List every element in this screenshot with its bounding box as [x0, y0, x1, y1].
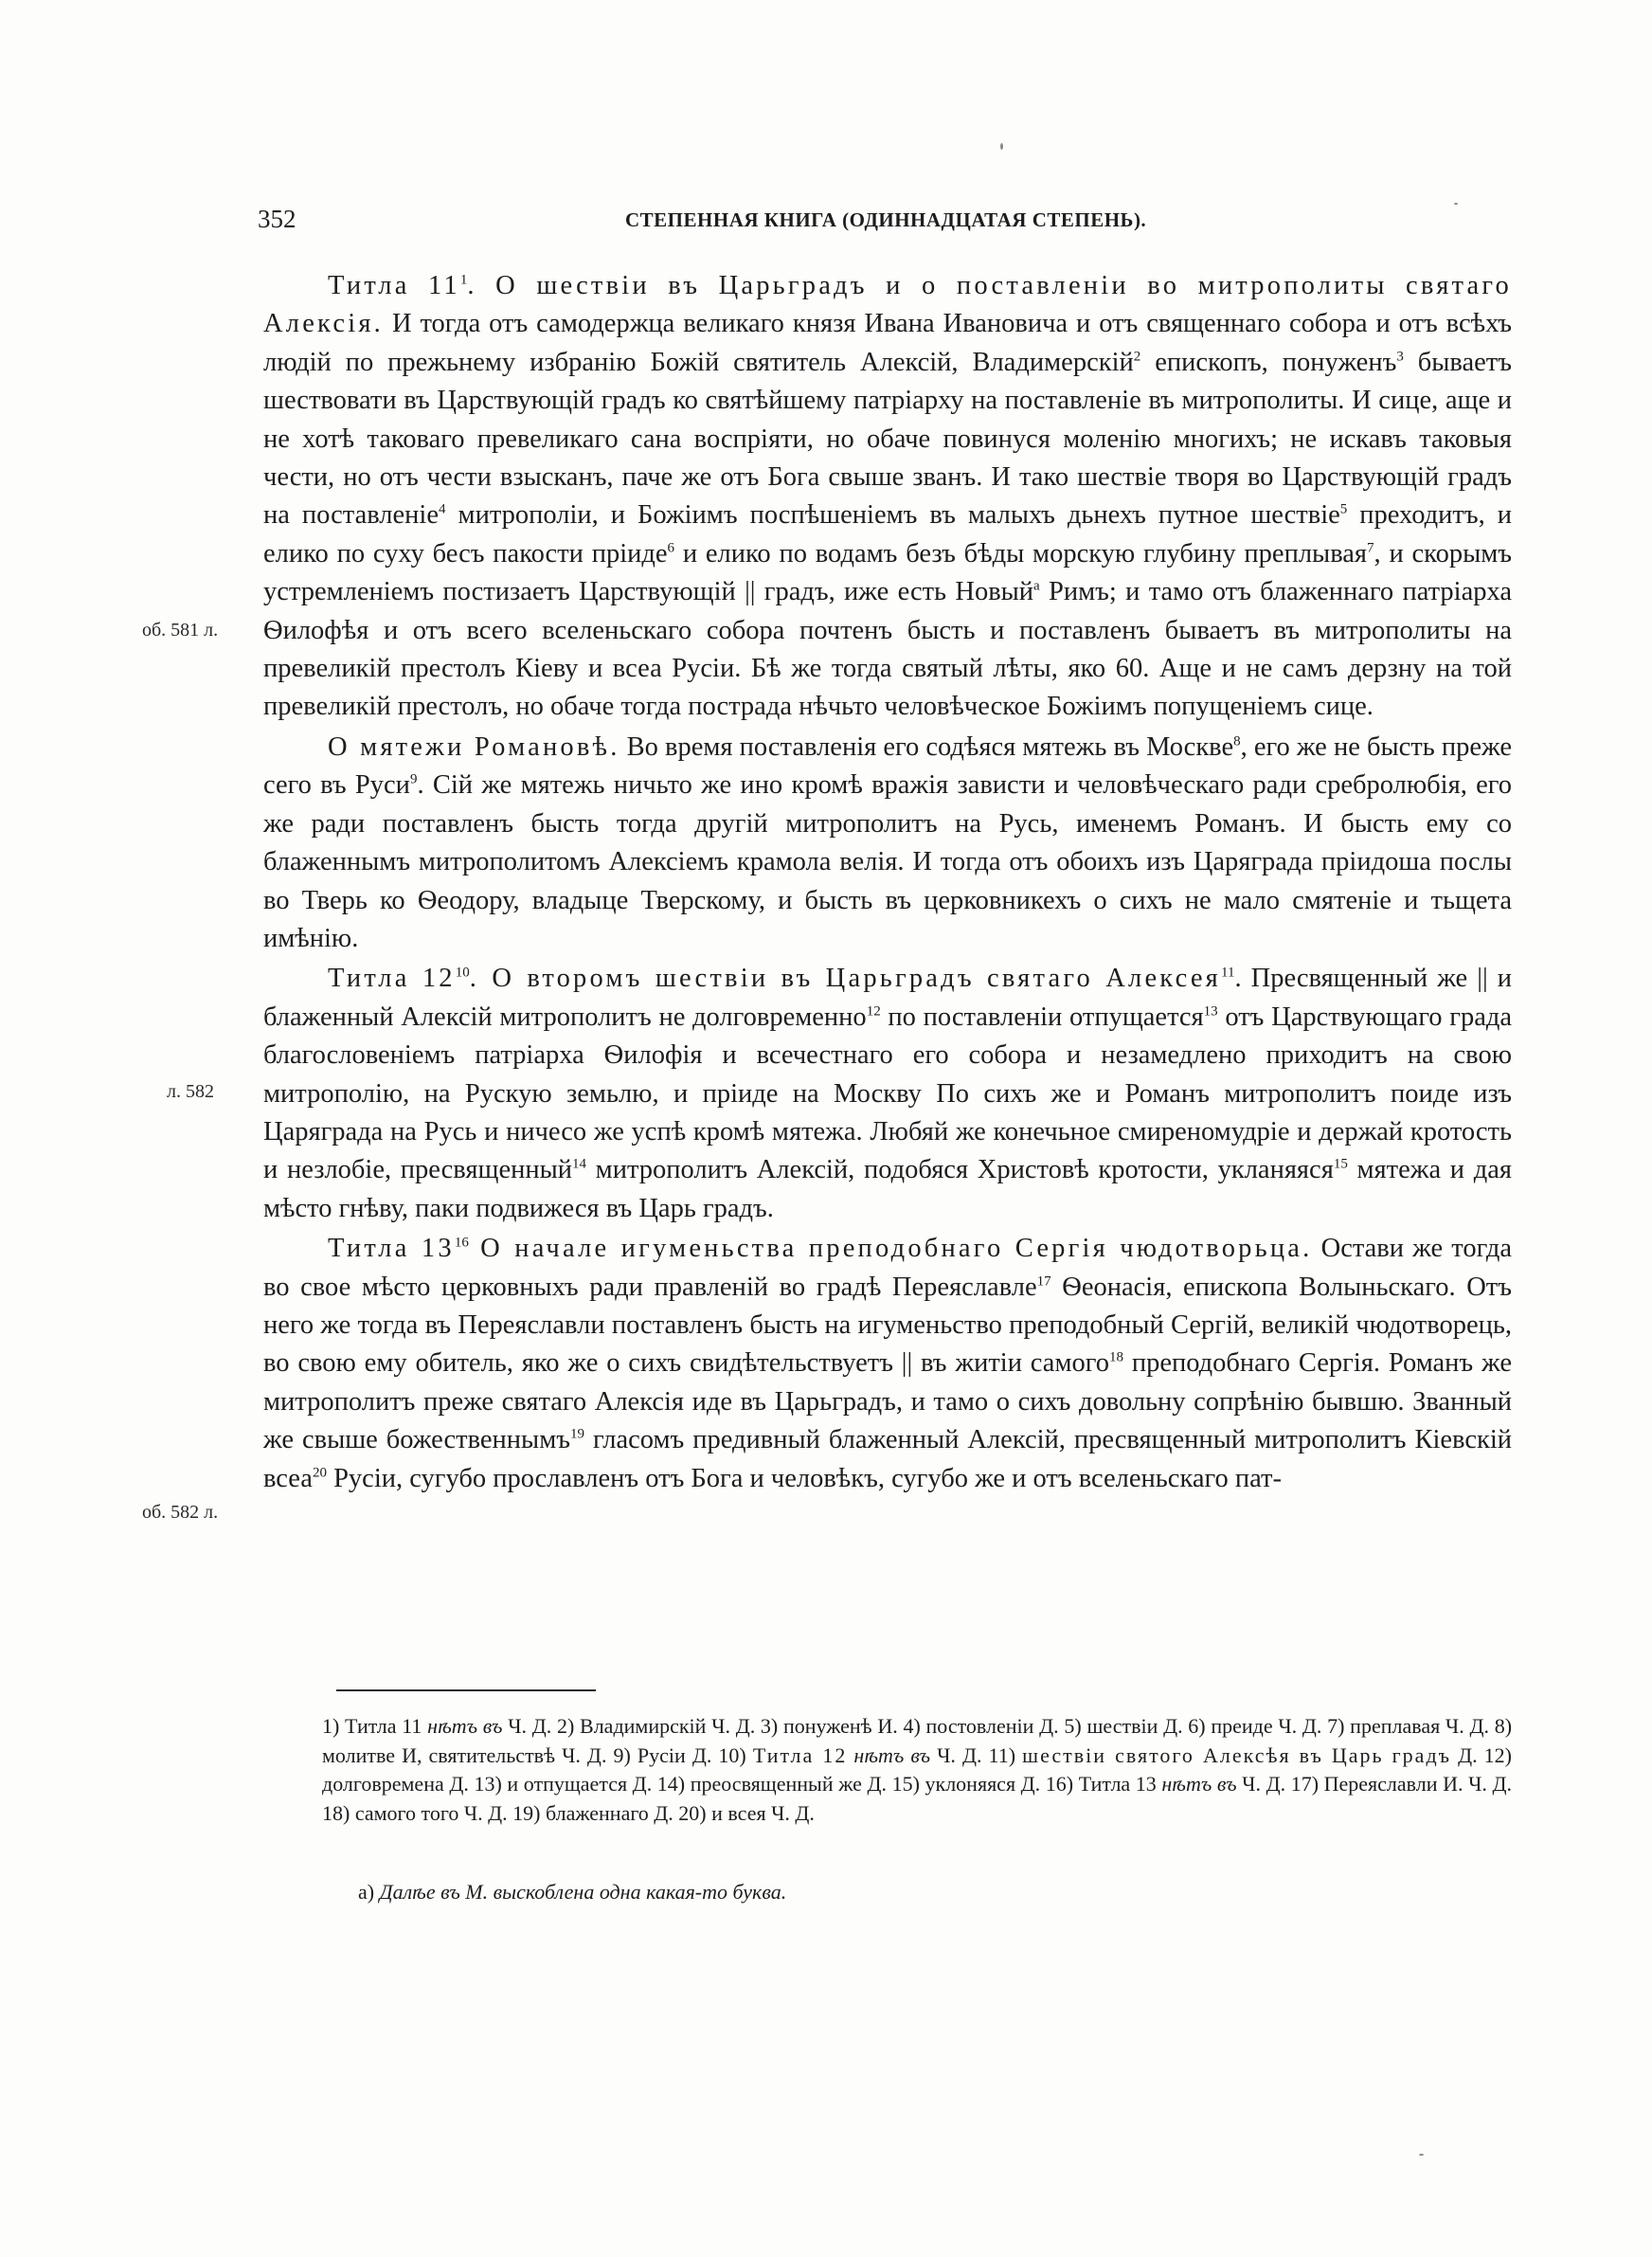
footnote-spaced: Титла 12	[752, 1742, 848, 1767]
apparatus-label: а)	[358, 1880, 380, 1904]
footnote-ref: 1	[459, 272, 468, 288]
text-run: Римъ; и тамо отъ блаженнаго патрiарха Ѳилофѣя и отъ всего вселеньскаго собора почтенъ бысть и поставленъ бываетъ въ митрополиты на превеликiй престолъ Кiеву и всеа Русiи. Бѣ же тогда святый лѣты, яко 60. Аще и не самъ дерзну на той превеликiй престолъ, но обаче тогда пострада нѣчьто человѣческое Божiимъ попущенiемъ сице.	[263, 577, 1512, 722]
text-run: мятежа и дая мѣсто гнѣву, паки подвижеся въ Царь градъ.	[263, 1155, 1512, 1223]
apparatus-note	[358, 1880, 786, 1905]
footnote-ref: 2	[1133, 349, 1141, 365]
chapter-title: О начале игуменьства преподобнаго Сергiя чюдотворьца.	[468, 1234, 1313, 1264]
footnote-ref: 17	[1036, 1273, 1051, 1290]
text-run: Остави же тогда во свое мѣсто церковныхъ ради правленiй во градѣ Переяславле	[263, 1234, 1512, 1302]
footnote-ref: 3	[1396, 349, 1404, 365]
text-run: и елико по водамъ безъ бѣды морскую глубину преплывая	[674, 538, 1368, 569]
chapter-title: . О второмъ шествiи въ Царьградъ святаго Алексея	[469, 964, 1221, 994]
footnote-ref: 5	[1339, 501, 1348, 517]
text-run: . Пресвященный же || и блаженный Алексiй митрополитъ не долговременно	[263, 964, 1512, 1032]
scan-speck	[1000, 143, 1003, 150]
text-run: по поставленiи отпущается	[880, 1002, 1204, 1032]
text-run: . Сiй же мятежь ничьто же ино кромѣ вражiя зависти и человѣческаго ради сребролюбiя, его же ради поставленъ бысть тогда другiй митрополитъ на Русь, именемъ Романъ. И бысть ему со блаженнымъ митрополитомъ Алексiемъ крамола велiя. И тогда отъ обоихъ изъ Царяграда прiидоша послы во Тверь ко Ѳеодору, владыце Тверскому, и бысть въ церковникехъ о сихъ не мало смятенiе и тьщета имѣнiю.	[263, 770, 1512, 953]
text-run: митрополiи, и Божiимъ поспѣшенiемъ въ малыхъ дьнехъ путное шествiе	[445, 500, 1340, 531]
running-head: СТЕПЕННАЯ КНИГА (ОДИННАДЦАТАЯ СТЕПЕНЬ).	[625, 208, 1147, 231]
text-run: Русiи, сугубо прославленъ отъ Бога и человѣкъ, сугубо же и отъ вселеньскаго пат-	[326, 1463, 1282, 1493]
text-run: бываетъ шествовати въ Царствующiй градъ ко святѣйшему патрiарху на поставленiе въ митрополиты. И сице, аще и не хотѣ таковаго превеликаго сана воспрiяти, но обаче повинуся моленiю многихъ; не искавъ таковыя чести, но отъ чести взысканъ, паче же отъ Бога свыше званъ. И тако шествiе творя во Царствующiй градъ на поставленiе	[263, 347, 1512, 531]
footnotes	[322, 1712, 1512, 1828]
footnote-ref: 8	[1233, 733, 1241, 749]
margin-note-folio: об. 581 л.	[142, 620, 219, 641]
footnote-ref: 18	[1108, 1349, 1123, 1365]
text-run: , и скорымъ устремленiемъ постизаетъ Царствующiй || градъ, иже есть Новый	[263, 538, 1512, 607]
scan-speck	[1419, 2154, 1424, 2156]
page-number: 352	[258, 205, 296, 233]
footnote-ref: 11	[1221, 965, 1235, 981]
footnote-ref: 14	[572, 1156, 586, 1172]
footnote-text: Ч. Д. 11)	[930, 1742, 1023, 1767]
text-run: епископъ, понуженъ	[1140, 347, 1397, 377]
text-run: преходитъ, и елико по суху бесъ пакости прiиде	[263, 500, 1512, 569]
footnote-ref: 7	[1367, 540, 1374, 556]
footnote-text: 1) Титла 11	[322, 1714, 428, 1738]
footnote-ref: 12	[866, 1003, 881, 1020]
chapter-label: Титла 11	[328, 271, 460, 300]
footnote-ref: 16	[454, 1235, 469, 1251]
footnote-italic: нѣтъ въ	[1161, 1772, 1237, 1796]
text-run: отъ Царствующаго града благословенiемъ патрiарха Ѳилофiя и всечестнаго его собора и незамедлено приходитъ на свою митрополiю, на Рускую земьлю, и прiиде на Москву По сихъ же и Романъ митрополитъ поиде изъ Царяграда на Русь и ничесо же успѣ кромѣ мятежа. Любяй же конечьное смиреномудрiе и держай кротость и незлобiе, пресвященный	[263, 1002, 1512, 1185]
chapter-title: . О шествiи въ Царьградъ и о поставленiи во митрополиты святаго Алексiя.	[263, 271, 1512, 339]
footnote-block	[322, 1712, 1512, 1828]
footnote-text: Ч. Д. 2) Владимирскiй Ч. Д. 3) понуженѣ И. 4) постовленiи Д. 5) шествiи Д. 6) преиде Ч. Д. 7) преплавая Ч. Д. 8) молитве И, святительствѣ Ч. Д. 9) Русiи Д. 10)	[322, 1714, 1513, 1767]
text-run: , его же не бысть преже сего въ Руси	[263, 731, 1512, 801]
footnote-rule	[336, 1689, 596, 1691]
margin-note-folio: л. 582	[167, 1081, 214, 1102]
paragraph-titla-12	[263, 960, 1512, 1228]
main-text	[263, 267, 1512, 1498]
text-run: митрополитъ Алексiй, подобяся Христовѣ кротости, укланяяся	[586, 1155, 1334, 1185]
margin-note-folio: об. 582 л.	[142, 1502, 219, 1523]
text-run: Во время поставленiя его содѣяся мятежь въ Москве	[620, 731, 1234, 762]
scan-speck	[1454, 203, 1458, 205]
footnote-text: Д. 12) долговремена Д. 13) и отпущается Д. 14) преосвященный же Д. 15) уклоняяся Д. 16) Титла 13	[322, 1742, 1512, 1796]
footnote-ref: 20	[312, 1465, 327, 1481]
footnote-italic: нѣтъ въ	[427, 1714, 503, 1738]
text-run: преподобнаго Сергiя. Романъ же митрополитъ преже святаго Алексiя иде въ Царьградъ, и тамо о сихъ довольну сопрѣнiю бывшю. Званный же свыше божественнымъ	[263, 1348, 1512, 1455]
paragraph-myatezh	[263, 729, 1512, 958]
footnote-ref: 4	[439, 501, 446, 517]
footnote-ref: 9	[409, 771, 418, 787]
chapter-label: Титла 12	[328, 964, 456, 994]
paragraph-titla-11	[263, 267, 1512, 727]
footnote-ref: 13	[1203, 1003, 1218, 1020]
footnote-ref: а	[1033, 578, 1040, 594]
footnote-spaced: шествiи святого Алексѣя въ Царь градъ	[1022, 1742, 1452, 1767]
text-run: Ѳеонасiя, епископа Волыньскаго. Отъ него же тогда въ Переяславли поставленъ бысть на игуменьство преподобный Сергiй, великiй чюдотворець, во свою ему обитель, яко же о сихъ свидѣтельствуетъ || въ житiи самого	[263, 1272, 1512, 1379]
footnote-ref: 19	[569, 1426, 584, 1442]
text-run: И тогда отъ самодержца великаго князя Ивана Ивановича и отъ священнаго собора и отъ всѣхъ людiй по прежьнему избранiю Божiй святитель Алексiй, Владимерскiй	[263, 309, 1512, 377]
text-run: гласомъ предивный блаженный Алексiй, пресвященный митрополитъ Кiевскiй всеа	[263, 1425, 1512, 1493]
paragraph-titla-13	[263, 1230, 1512, 1498]
footnote-ref: 10	[455, 965, 470, 981]
footnote-ref: 15	[1333, 1156, 1348, 1172]
apparatus-text: Далѣе въ М. выскоблена одна какая-то буква.	[379, 1880, 787, 1904]
footnote-ref: 6	[667, 540, 675, 556]
footnote-italic: нѣтъ въ	[847, 1742, 931, 1767]
footnote-text: Ч. Д. 17) Переяславли И. Ч. Д. 18) самого того Ч. Д. 19) блаженнаго Д. 20) и всея Ч. Д.	[322, 1772, 1513, 1825]
chapter-label: Титла 13	[328, 1234, 455, 1264]
section-title: О мятежи Романовѣ.	[328, 731, 620, 762]
